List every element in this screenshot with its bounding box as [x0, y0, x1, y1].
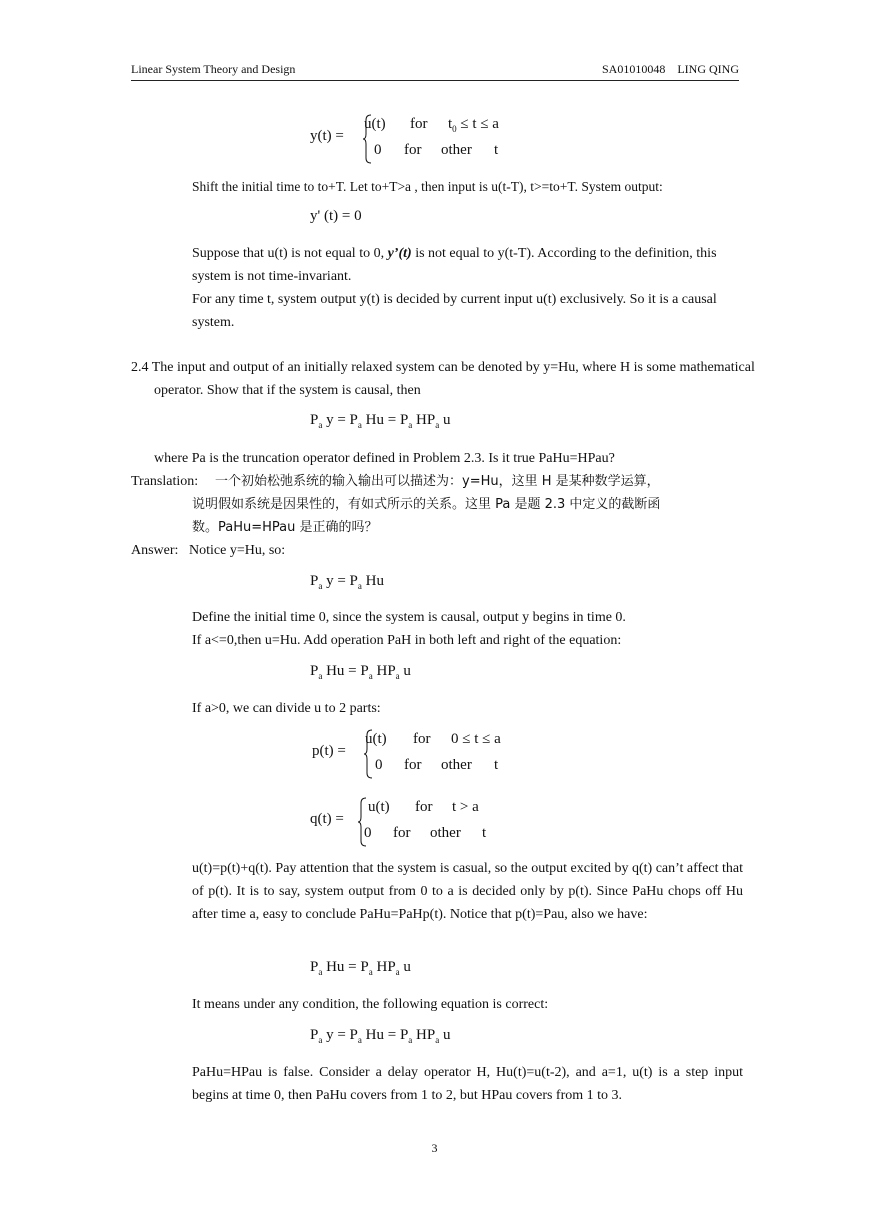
paragraph-if-a-gt-0: If a>0, we can divide u to 2 parts:: [192, 701, 381, 716]
eq-row2-d: t: [482, 825, 487, 841]
eq-row1-a: u(t): [365, 731, 387, 747]
paragraph-shift: Shift the initial time to to+T. Let to+T>a , then input is u(t-T), t>=to+T. System output:: [192, 179, 663, 194]
answer-label: Answer:: [131, 543, 179, 558]
eq-row2-b: for: [393, 825, 411, 841]
eq-row2-a: 0: [374, 142, 382, 158]
translation-line-3: 数。PaHu=HPau 是正确的吗？: [192, 520, 378, 535]
eq-row1-b: for: [415, 799, 433, 815]
equation-qt-piecewise: [310, 797, 530, 849]
equation-pahu: $P_a$ $Hu = P_a$ $HP_a$ u: [310, 663, 411, 681]
eq-row2-c: other: [430, 825, 461, 841]
equation-yt-piecewise: [310, 114, 530, 166]
eq-row2-c: other: [441, 142, 472, 158]
equation-main-1: $P_a$ $y = P_a$ $Hu = P_a$ $HP_a$ u: [310, 412, 451, 430]
eq-row1-b: for: [410, 116, 428, 132]
eq-row1-b: for: [413, 731, 431, 747]
eq-row2-a: 0: [364, 825, 372, 841]
equation-main-2: $P_a$ $y = P_a$ $Hu = P_a$ $HP_a$ u: [310, 1027, 451, 1045]
translation-label: Translation:: [131, 474, 199, 489]
eq-row2-d: t: [494, 142, 499, 158]
equation-pahu-2: $P_a$ $Hu = P_a$ $HP_a$ u: [310, 959, 411, 977]
paragraph-suppose: Suppose that u(t) is not equal to 0, y’(t) is not equal to y(t-T). According to the definition, this system is not time-invariant.: [192, 246, 717, 284]
paragraph-u-equals-p-plus-q: u(t)=p(t)+q(t). Pay attention that the system is casual, so the output excited by q(t) can’t affect that of p(t). It is to say, system output from 0 to a is decided only by p(t). Since PaHu chops off Hu after time a, easy to conclude PaHu=PaHp(t). Notice that p(t)=Pau, also we have:: [192, 861, 744, 922]
eq-row1-a: u(t): [368, 799, 390, 815]
paragraph-for-any: For any time t, system output y(t) is decided by current input u(t) exclusively. So it is a causal system.: [192, 292, 717, 330]
translation-line-2: 说明假如系统是因果性的，有如式所示的关系。这里 Pa 是题 2.3 中定义的截断函: [192, 497, 661, 512]
eq-row1-c: $t_0 \le t \le a$: [448, 116, 499, 134]
problem-statement: 2.4 The input and output of an initially relaxed system can be denoted by y=Hu, where H is some mathematical operator. Show that if the system is causal, then: [131, 360, 755, 398]
eq-row2-c: other: [441, 757, 472, 773]
paragraph-define: Define the initial time 0, since the system is causal, output y begins in time 0.: [192, 610, 626, 625]
paragraph-means: It means under any condition, the following equation is correct:: [192, 997, 549, 1012]
translation-line-1: 一个初始松弛系统的输入输出可以描述为：y=Hu，这里 H 是某种数学运算，: [215, 474, 660, 489]
header-author: SA01010048 LING QING: [602, 62, 739, 76]
eq-row1-a: u(t): [364, 116, 386, 132]
eq-lhs: y(t) =: [310, 128, 344, 144]
equation-y-prime: y' (t) = 0: [310, 208, 362, 224]
equation-pt-piecewise: [312, 729, 532, 781]
answer-text: Notice y=Hu, so:: [189, 543, 286, 558]
eq-row1-c: t > a: [452, 799, 479, 815]
eq-row2-a: 0: [375, 757, 383, 773]
eq-lhs: p(t) =: [312, 743, 346, 759]
header-title: Linear System Theory and Design: [131, 62, 296, 76]
paragraph-false: PaHu=HPau is false. Consider a delay operator H, Hu(t)=u(t-2), and a=1, u(t) is a step input begins at time 0, then PaHu covers from 1 to 2, but HPau covers from 1 to 3.: [192, 1065, 743, 1103]
eq-row1-c: 0 ≤ t ≤ a: [451, 731, 501, 747]
eq-row2-d: t: [494, 757, 499, 773]
page-header: [131, 62, 739, 81]
eq-row2-b: for: [404, 142, 422, 158]
paragraph-if-a-leq-0: If a<=0,then u=Hu. Add operation PaH in both left and right of the equation:: [192, 633, 622, 648]
eq-row2-b: for: [404, 757, 422, 773]
eq-lhs: q(t) =: [310, 811, 344, 827]
page-number: 3: [431, 1141, 438, 1155]
paragraph-where: where Pa is the truncation operator defined in Problem 2.3. Is it true PaHu=HPau?: [154, 451, 615, 466]
equation-pay: $P_a$ $y = P_a$ Hu: [310, 573, 384, 591]
